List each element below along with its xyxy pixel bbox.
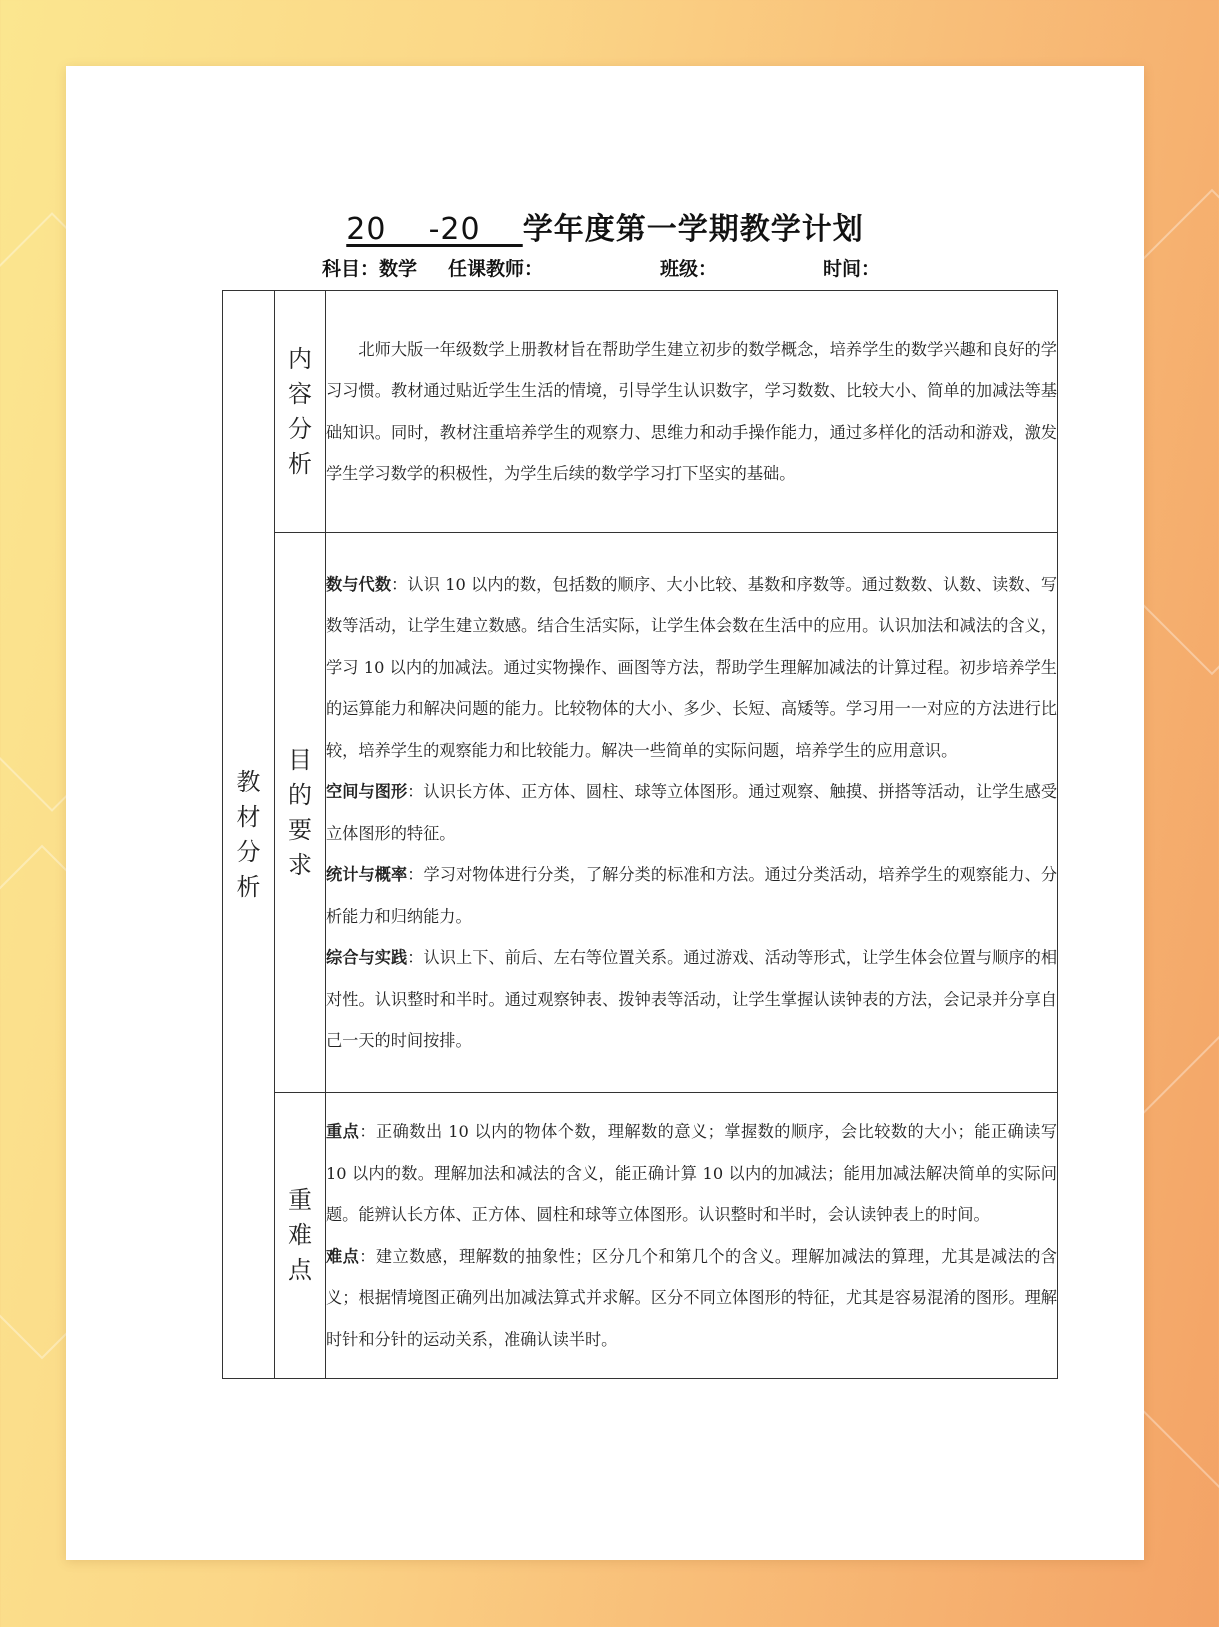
paragraph-text: ：建立数感，理解数的抽象性；区分几个和第几个的含义。理解加减法的算理，尤其是减法的含义；根据情境图正确列出加减法算式并求解。区分不同立体图形的特征，尤其是容易混淆的图形。理解时针和分针的运动关系，准确认读半时。 — [326, 1246, 1057, 1349]
plan-table — [222, 290, 1058, 1379]
title-year: 20 -20 — [346, 212, 523, 247]
key-points-paragraph — [326, 1236, 1057, 1361]
row-label-cell — [275, 291, 326, 533]
label-character: 内 — [288, 344, 312, 373]
paragraph-text: ：认识长方体、正方体、圆柱、球等立体图形。通过观察、触摸、拼搭等活动，让学生感受立体图形的特征。 — [326, 782, 1058, 843]
meta-class: 班级： — [660, 258, 718, 280]
label-character: 目 — [288, 745, 312, 774]
paragraph-text: ：认识 10 以内的数，包括数的顺序、大小比较、基数和序数等。通过数数、认数、读数、写数等活动，让学生建立数感。结合生活实际，让学生体会数在生活中的应用。认识加法和减法的含义，学习 10 以内的加减法。通过实物操作、画图等方法，帮助学生理解加减法的计算过程。初步培养学生的运算能力和解决问题的能力。比较物体的大小、多少、长短、高矮等。学习用一一对应的方法进行比较，培养学生的观察能力和比较能力。解决一些简单的实际问题，培养学生的应用意识。 — [326, 574, 1058, 760]
meta-time: 时间： — [823, 258, 881, 280]
label-character: 教 — [236, 767, 261, 796]
label-character: 的 — [288, 780, 312, 809]
table-row — [223, 1093, 1058, 1379]
row-label-cell — [275, 1093, 326, 1379]
label-character: 材 — [236, 802, 261, 831]
meta-teacher: 任课教师： — [448, 258, 544, 280]
document-meta — [66, 254, 1144, 284]
paragraph-text: ：正确数出 10 以内的物体个数，理解数的意义；掌握数的顺序，会比较数的大小；能正确读写 10 以内的数。理解加法和减法的含义，能正确计算 10 以内的加减法；能用加减法解决简单的实际问题。能辨认长方体、正方体、圆柱和球等立体图形。认识整时和半时，会认读钟表上的时间。 — [326, 1122, 1058, 1224]
goals-cell — [326, 533, 1058, 1093]
section-label-cell — [223, 291, 275, 1379]
paragraph-heading: 空间与图形 — [326, 782, 408, 801]
document-page — [66, 66, 1144, 1560]
content-analysis-text: 北师大版一年级数学上册教材旨在帮助学生建立初步的数学概念，培养学生的数学兴趣和良好的学习习惯。教材通过贴近学生生活的情境，引导学生认识数字，学习数数、比较大小、简单的加减法等基础知识。同时，教材注重培养学生的观察力、思维力和动手操作能力，通过多样化的活动和游戏，激发学生学习数学的积极性，为学生后续的数学学习打下坚实的基础。 — [326, 339, 1057, 483]
table-row — [223, 533, 1058, 1093]
goals-paragraph — [326, 854, 1057, 937]
document-title — [66, 204, 1144, 248]
paragraph-text: ：学习对物体进行分类，了解分类的标准和方法。通过分类活动，培养学生的观察能力、分析能力和归纳能力。 — [326, 865, 1058, 926]
key-points-label — [275, 1183, 325, 1288]
section-label — [223, 765, 274, 905]
goals-paragraph — [326, 564, 1057, 772]
label-character: 难 — [288, 1221, 312, 1249]
paragraph-heading: 综合与实践 — [326, 948, 408, 967]
content-analysis-label — [275, 342, 325, 482]
goals-paragraph — [326, 937, 1057, 1062]
label-character: 析 — [236, 872, 261, 901]
label-character: 要 — [288, 815, 312, 844]
goals-paragraph — [326, 771, 1057, 854]
paragraph-heading: 数与代数 — [326, 574, 392, 594]
key-points-paragraph — [326, 1111, 1057, 1236]
label-character: 容 — [288, 379, 312, 408]
title-text: 学年度第一学期教学计划 — [522, 212, 864, 247]
paragraph-heading: 难点 — [326, 1246, 360, 1266]
paragraph-text: ：认识上下、前后、左右等位置关系。通过游戏、活动等形式，让学生体会位置与顺序的相对性。认识整时和半时。通过观察钟表、拨钟表等活动，让学生掌握认读钟表的方法，会记录并分享自己一天的时间按排。 — [326, 948, 1058, 1050]
table-row — [223, 291, 1058, 533]
paragraph-heading: 重点 — [326, 1122, 360, 1141]
meta-subject: 科目：数学 — [322, 258, 418, 280]
label-character: 分 — [236, 837, 261, 866]
paragraph-heading: 统计与概率 — [326, 865, 408, 884]
label-character: 重 — [288, 1186, 312, 1214]
goals-label — [275, 743, 325, 883]
label-character: 点 — [288, 1256, 312, 1284]
label-character: 分 — [288, 414, 312, 443]
row-label-cell — [275, 533, 326, 1093]
label-character: 求 — [288, 850, 312, 879]
key-points-cell — [326, 1093, 1058, 1379]
label-character: 析 — [288, 449, 312, 478]
content-analysis-cell — [326, 291, 1058, 533]
